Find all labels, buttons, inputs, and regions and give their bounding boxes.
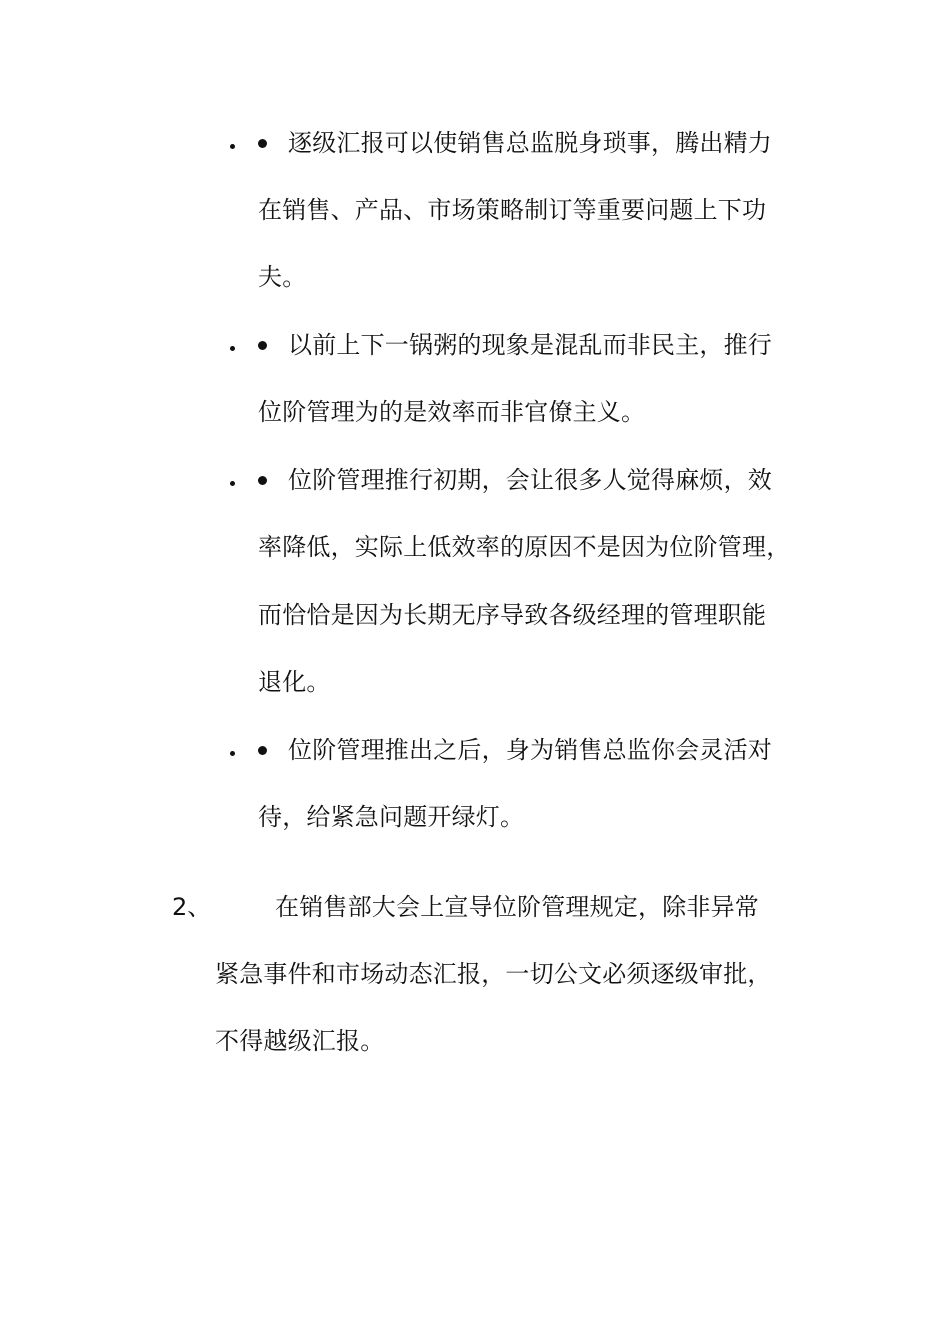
item-number: 2、: [172, 893, 212, 921]
bullet-text-line: 位阶管理推行初期，会让很多人觉得麻烦，效: [288, 466, 772, 494]
bullet-text-line: 以前上下一锅粥的现象是混乱而非民主，推行: [288, 331, 772, 359]
bullet-text-line: 退化。: [258, 668, 331, 696]
bullet-text-line: 在销售、产品、市场策略制订等重要问题上下功: [258, 196, 767, 224]
numbered-text-line: 在销售部大会上宣导位阶管理规定，除非异常: [275, 893, 759, 921]
small-bullet-icon: [230, 751, 235, 756]
bullet-text-line: 而恰恰是因为长期无序导致各级经理的管理职能: [258, 601, 767, 629]
bullet-text-line: 夫。: [258, 263, 307, 291]
numbered-text-line: 紧急事件和市场动态汇报，一切公文必须逐级审批，: [215, 960, 772, 988]
bullet-icon: [258, 341, 267, 350]
bullet-text-line: 率降低，实际上低效率的原因不是因为位阶管理，: [258, 533, 791, 561]
bullet-text-line: 逐级汇报可以使销售总监脱身琐事，腾出精力: [288, 129, 772, 157]
bullet-icon: [258, 139, 267, 148]
bullet-icon: [258, 746, 267, 755]
bullet-icon: [258, 476, 267, 485]
bullet-text-line: 待，给紧急问题开绿灯。: [258, 803, 525, 831]
small-bullet-icon: [230, 144, 235, 149]
small-bullet-icon: [230, 481, 235, 486]
small-bullet-icon: [230, 346, 235, 351]
bullet-text-line: 位阶管理推出之后，身为销售总监你会灵活对: [288, 736, 772, 764]
numbered-text-line: 不得越级汇报。: [215, 1027, 385, 1055]
bullet-text-line: 位阶管理为的是效率而非官僚主义。: [258, 398, 646, 426]
